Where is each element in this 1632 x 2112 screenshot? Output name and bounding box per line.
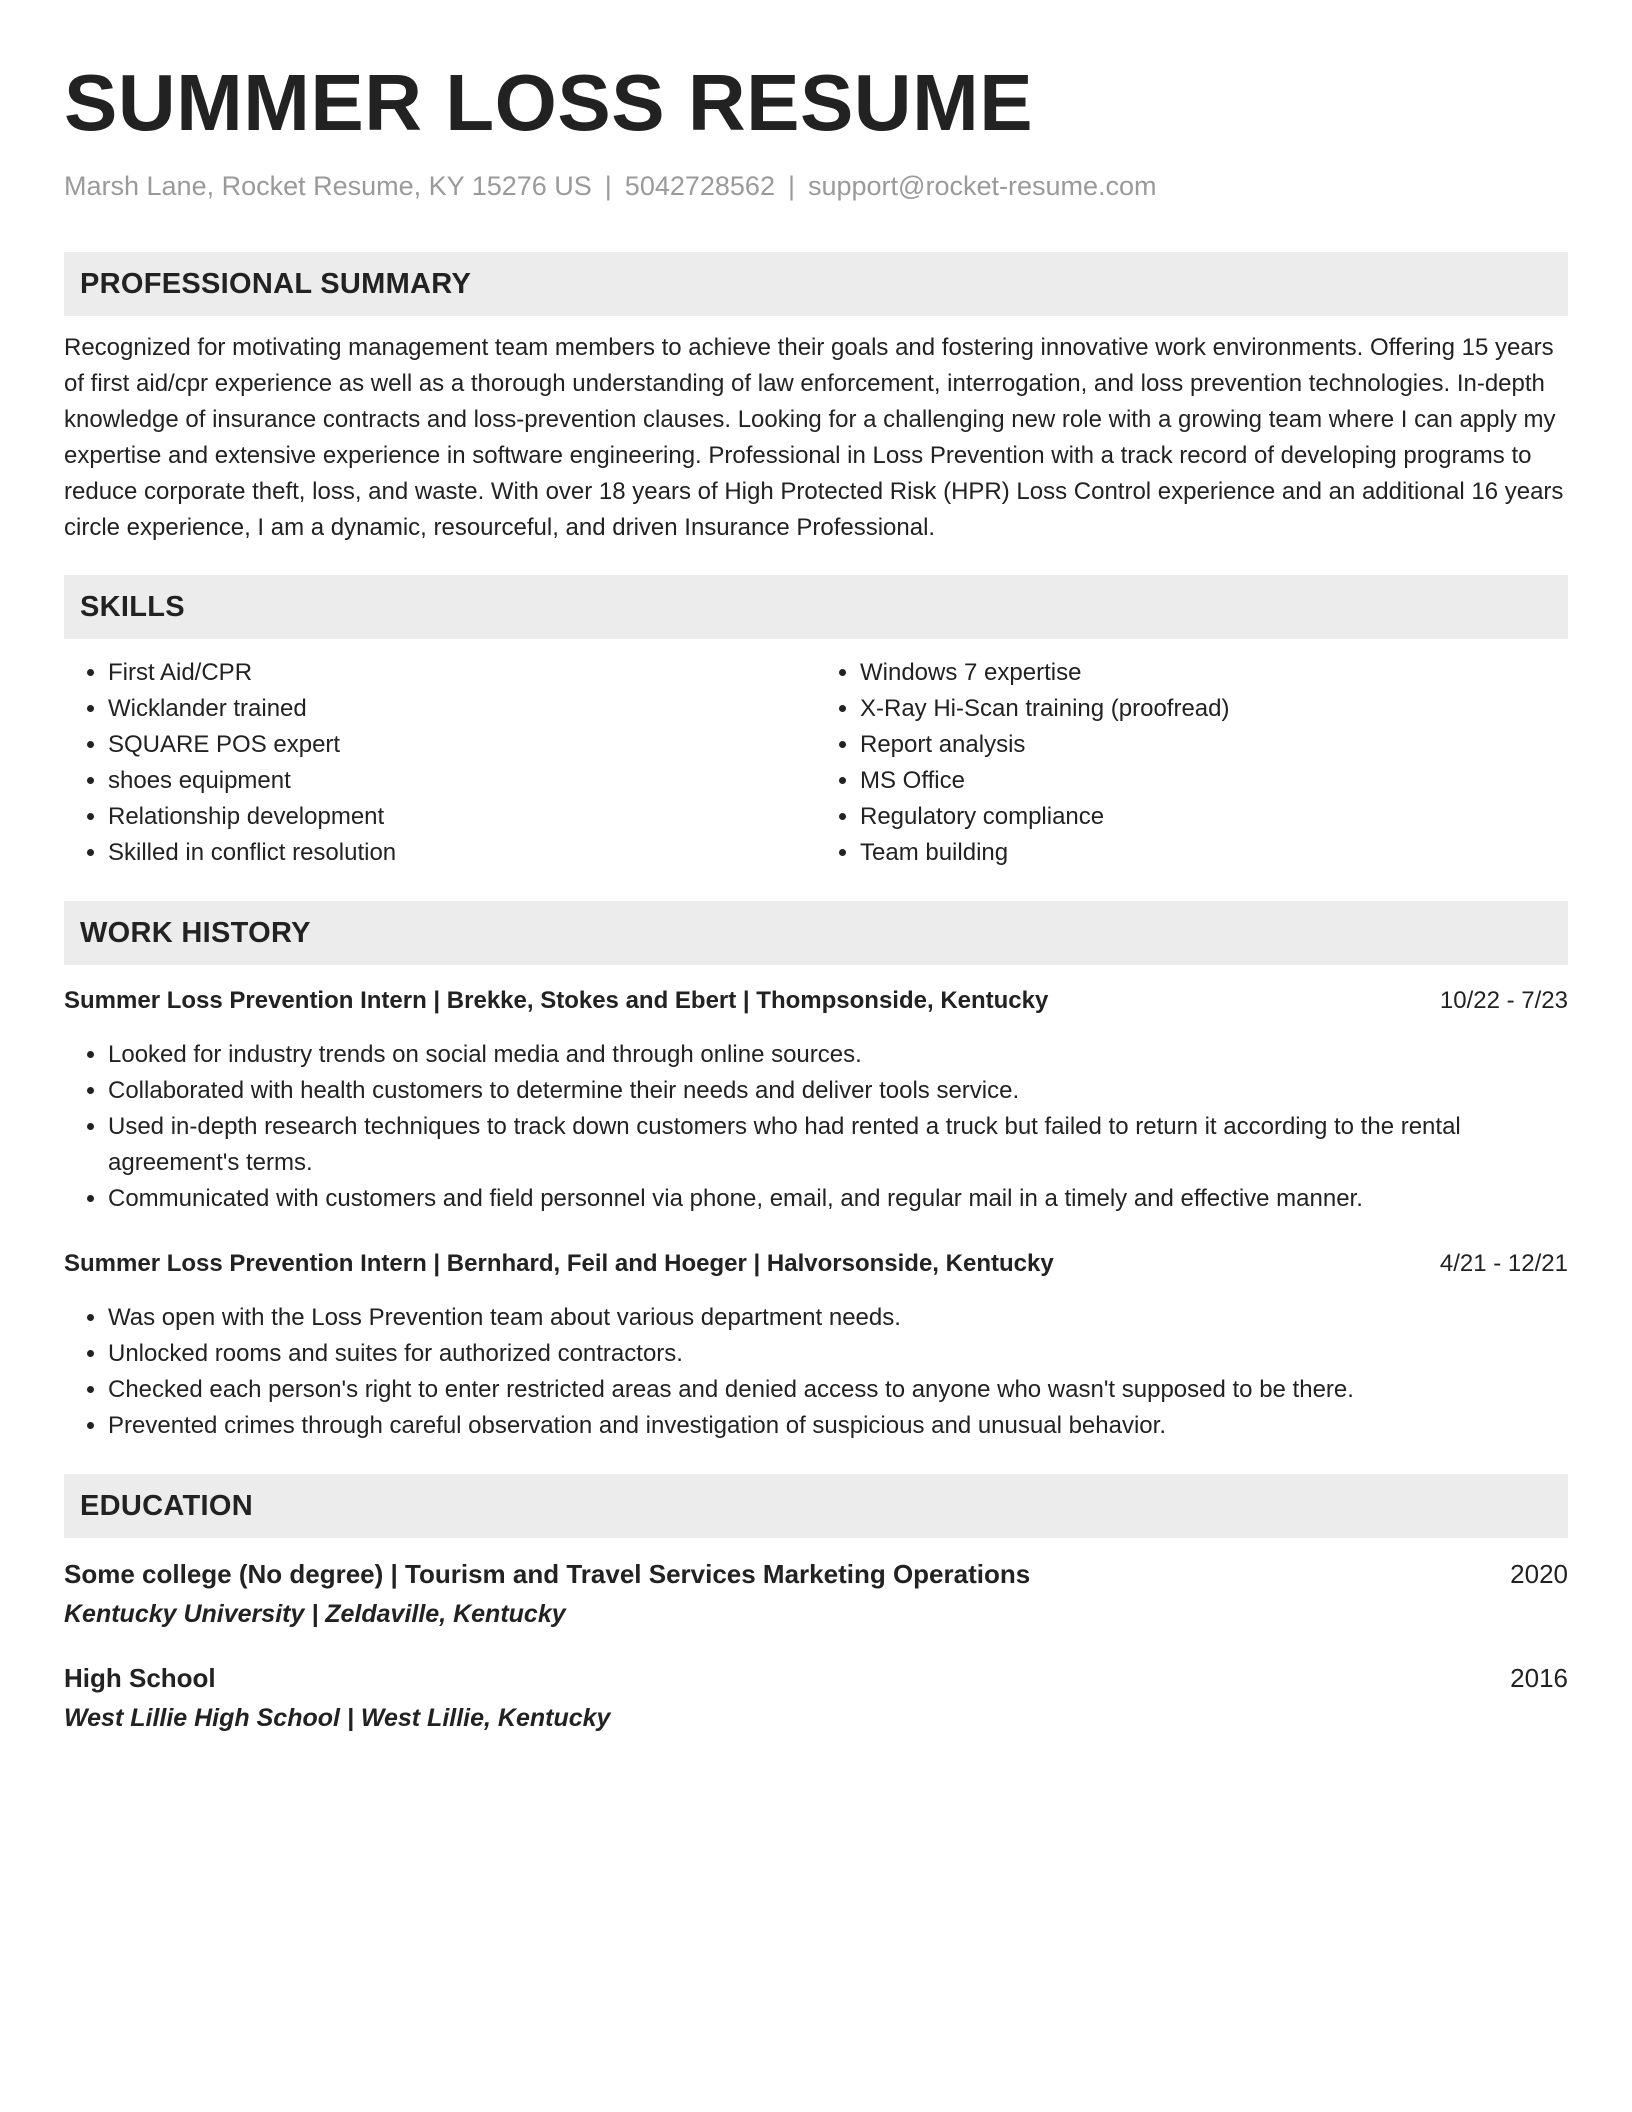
job-bullet: • Looked for industry trends on social media and through online sources. <box>108 1037 1568 1073</box>
skill-item: • X-Ray Hi-Scan training (proofread) <box>860 691 1568 727</box>
contact-line <box>64 169 1568 203</box>
job-dates: 4/21 - 12/21 <box>1439 1250 1568 1277</box>
job-header <box>64 1246 1568 1282</box>
section-header-skills <box>64 575 1568 639</box>
job-bullets <box>64 1037 1568 1217</box>
education-header <box>64 1660 1568 1696</box>
job-bullet: • Prevented crimes through careful observation and investigation of suspicious and unusual behavior. <box>108 1408 1568 1444</box>
contact-separator: | <box>787 171 795 201</box>
skill-item: • Relationship development <box>108 799 816 835</box>
summary-text: Recognized for motivating management team members to achieve their goals and fostering innovative work environments. Offering 15 years of first aid/cpr experience as well as a thorough understanding of law enforcement, interrogation, and loss prevention technologies. In-depth knowledge of insurance contracts and loss-prevention clauses. Looking for a challenging new role with a growing team where I can apply my expertise and extensive experience in software engineering. Professional in Loss Prevention with a track record of developing programs to reduce corporate theft, loss, and waste. With over 18 years of High Protected Risk (HPR) Loss Control experience and an additional 16 years circle experience, I am a dynamic, resourceful, and driven Insurance Professional. <box>64 334 1564 541</box>
job-title: Summer Loss Prevention Intern | Brekke, Stokes and Ebert | Thompsonside, Kentucky <box>64 987 1049 1014</box>
section-title: PROFESSIONAL SUMMARY <box>80 267 472 300</box>
job-title: Summer Loss Prevention Intern | Bernhard, Feil and Hoeger | Halvorsonside, Kentucky <box>64 1250 1054 1277</box>
education-entry <box>64 1556 1568 1632</box>
skill-item: • First Aid/CPR <box>108 655 816 691</box>
job-entry <box>64 1246 1568 1444</box>
job-bullet: • Was open with the Loss Prevention team about various department needs. <box>108 1300 1568 1336</box>
education-school: Kentucky University | Zeldaville, Kentucky <box>64 1600 566 1628</box>
job-dates: 10/22 - 7/23 <box>1439 987 1568 1014</box>
section-title: EDUCATION <box>80 1489 253 1522</box>
job-entry <box>64 983 1568 1217</box>
job-bullets <box>64 1300 1568 1444</box>
education-year: 2020 <box>1510 1559 1568 1589</box>
skill-item: • Skilled in conflict resolution <box>108 835 816 871</box>
contact-phone: 5042728562 <box>624 171 775 201</box>
skills-list-right <box>816 655 1568 871</box>
job-header <box>64 983 1568 1019</box>
contact-separator: | <box>604 171 612 201</box>
job-bullet: • Used in-depth research techniques to track down customers who had rented a truck but failed to return it according to the rental agreement's terms. <box>108 1109 1568 1181</box>
skill-item: • shoes equipment <box>108 763 816 799</box>
skills-list-left <box>64 655 816 871</box>
skill-item: • Team building <box>860 835 1568 871</box>
skill-item: • Report analysis <box>860 727 1568 763</box>
skill-item: • Wicklander trained <box>108 691 816 727</box>
contact-address: Marsh Lane, Rocket Resume, KY 15276 US <box>64 171 592 201</box>
section-title: WORK HISTORY <box>80 916 311 949</box>
section-title: SKILLS <box>80 590 185 623</box>
section-header-education <box>64 1474 1568 1538</box>
skill-item: • SQUARE POS expert <box>108 727 816 763</box>
education-year: 2016 <box>1510 1663 1568 1693</box>
job-bullet: • Collaborated with health customers to determine their needs and deliver tools service. <box>108 1073 1568 1109</box>
section-header-work-history <box>64 901 1568 965</box>
education-entry <box>64 1660 1568 1736</box>
skill-item: • Regulatory compliance <box>860 799 1568 835</box>
skill-item: • Windows 7 expertise <box>860 655 1568 691</box>
job-bullet: • Checked each person's right to enter restricted areas and denied access to anyone who wasn't supposed to be there. <box>108 1372 1568 1408</box>
education-school: West Lillie High School | West Lillie, Kentucky <box>64 1704 611 1732</box>
education-title: Some college (No degree) | Tourism and Travel Services Marketing Operations <box>64 1559 1031 1589</box>
candidate-name: SUMMER LOSS RESUME <box>64 58 1034 147</box>
skills-grid <box>64 655 1568 871</box>
skill-item: • MS Office <box>860 763 1568 799</box>
contact-email: support@rocket-resume.com <box>807 171 1157 201</box>
education-header <box>64 1556 1568 1592</box>
job-bullet: • Unlocked rooms and suites for authorized contractors. <box>108 1336 1568 1372</box>
job-bullet: • Communicated with customers and field personnel via phone, email, and regular mail in a timely and effective manner. <box>108 1181 1568 1217</box>
education-title: High School <box>64 1663 216 1693</box>
section-header-summary <box>64 252 1568 316</box>
